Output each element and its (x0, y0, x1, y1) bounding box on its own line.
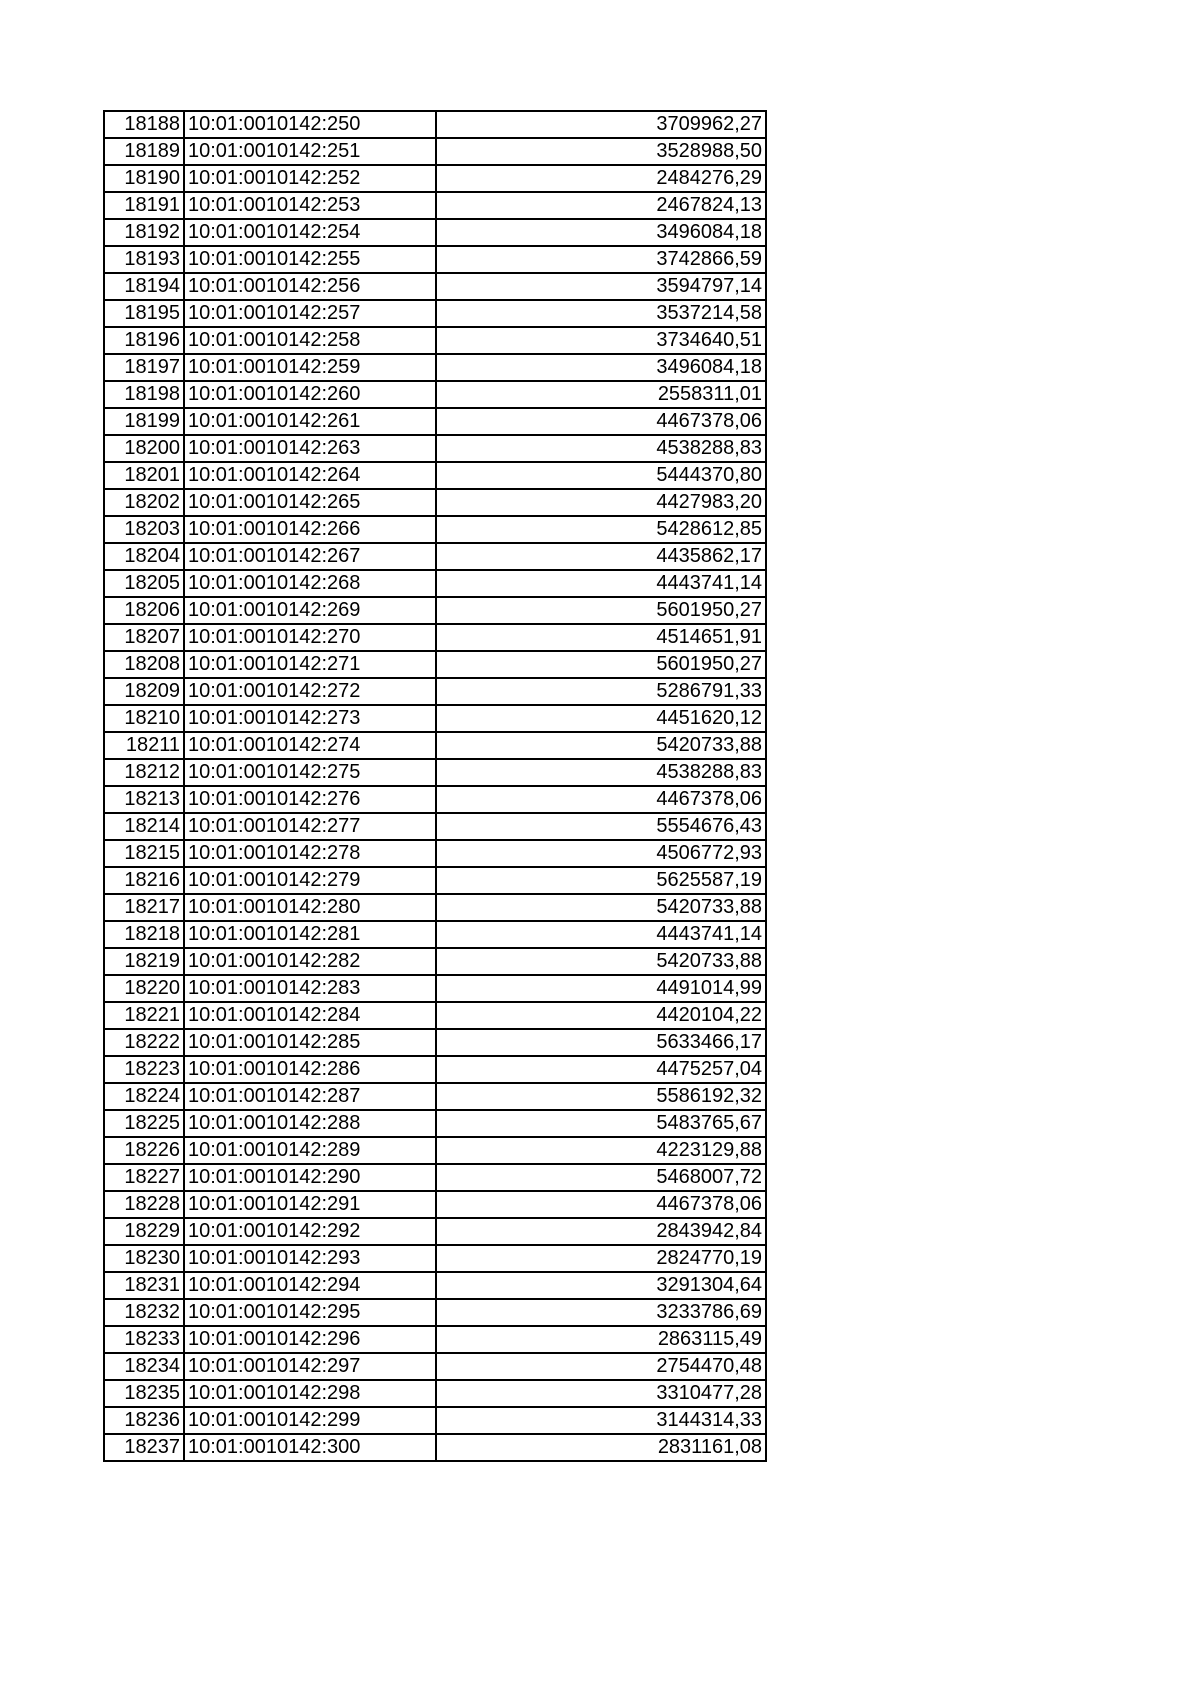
table-row (104, 1191, 766, 1218)
row-number-cell: 18235 (104, 1380, 184, 1407)
row-number-cell: 18211 (104, 732, 184, 759)
cadastral-number-cell: 10:01:0010142:274 (184, 732, 436, 759)
cadastral-number-cell: 10:01:0010142:281 (184, 921, 436, 948)
cadastral-number-cell: 10:01:0010142:296 (184, 1326, 436, 1353)
row-number-cell: 18224 (104, 1083, 184, 1110)
table-row (104, 354, 766, 381)
row-number-cell: 18210 (104, 705, 184, 732)
cadastral-value-cell: 5483765,67 (436, 1110, 766, 1137)
table-row (104, 1380, 766, 1407)
cadastral-number-cell: 10:01:0010142:256 (184, 273, 436, 300)
cadastral-number-cell: 10:01:0010142:294 (184, 1272, 436, 1299)
cadastral-number-cell: 10:01:0010142:272 (184, 678, 436, 705)
cadastral-number-cell: 10:01:0010142:299 (184, 1407, 436, 1434)
table-row (104, 246, 766, 273)
table-row (104, 111, 766, 138)
table-row (104, 948, 766, 975)
table-row (104, 1353, 766, 1380)
table-row (104, 705, 766, 732)
row-number-cell: 18208 (104, 651, 184, 678)
cadastral-value-cell: 3144314,33 (436, 1407, 766, 1434)
cadastral-value-cell: 4475257,04 (436, 1056, 766, 1083)
row-number-cell: 18217 (104, 894, 184, 921)
table-row (104, 165, 766, 192)
cadastral-number-cell: 10:01:0010142:282 (184, 948, 436, 975)
row-number-cell: 18197 (104, 354, 184, 381)
table-row (104, 651, 766, 678)
row-number-cell: 18196 (104, 327, 184, 354)
table-row (104, 786, 766, 813)
table-row (104, 894, 766, 921)
table-row (104, 1110, 766, 1137)
cadastral-number-cell: 10:01:0010142:260 (184, 381, 436, 408)
cadastral-number-cell: 10:01:0010142:291 (184, 1191, 436, 1218)
row-number-cell: 18205 (104, 570, 184, 597)
row-number-cell: 18190 (104, 165, 184, 192)
row-number-cell: 18231 (104, 1272, 184, 1299)
row-number-cell: 18193 (104, 246, 184, 273)
row-number-cell: 18198 (104, 381, 184, 408)
table-row (104, 1002, 766, 1029)
cadastral-number-cell: 10:01:0010142:300 (184, 1434, 436, 1461)
cadastral-number-cell: 10:01:0010142:265 (184, 489, 436, 516)
table-row (104, 1164, 766, 1191)
row-number-cell: 18194 (104, 273, 184, 300)
cadastral-number-cell: 10:01:0010142:259 (184, 354, 436, 381)
cadastral-value-cell: 2467824,13 (436, 192, 766, 219)
row-number-cell: 18222 (104, 1029, 184, 1056)
cadastral-number-cell: 10:01:0010142:284 (184, 1002, 436, 1029)
cadastral-number-cell: 10:01:0010142:298 (184, 1380, 436, 1407)
cadastral-number-cell: 10:01:0010142:271 (184, 651, 436, 678)
cadastral-value-cell: 5420733,88 (436, 894, 766, 921)
row-number-cell: 18225 (104, 1110, 184, 1137)
cadastral-value-cell: 4223129,88 (436, 1137, 766, 1164)
table-row (104, 543, 766, 570)
cadastral-value-cell: 4427983,20 (436, 489, 766, 516)
row-number-cell: 18229 (104, 1218, 184, 1245)
cadastral-number-cell: 10:01:0010142:278 (184, 840, 436, 867)
row-number-cell: 18228 (104, 1191, 184, 1218)
table-row (104, 813, 766, 840)
table-row (104, 570, 766, 597)
cadastral-number-cell: 10:01:0010142:264 (184, 462, 436, 489)
cadastral-value-cell: 5633466,17 (436, 1029, 766, 1056)
cadastral-value-cell: 4467378,06 (436, 408, 766, 435)
cadastral-number-cell: 10:01:0010142:279 (184, 867, 436, 894)
cadastral-number-cell: 10:01:0010142:254 (184, 219, 436, 246)
cadastral-value-cell: 4443741,14 (436, 570, 766, 597)
row-number-cell: 18233 (104, 1326, 184, 1353)
table-row (104, 921, 766, 948)
table-body (104, 111, 766, 1461)
row-number-cell: 18227 (104, 1164, 184, 1191)
table-row (104, 219, 766, 246)
row-number-cell: 18221 (104, 1002, 184, 1029)
row-number-cell: 18236 (104, 1407, 184, 1434)
row-number-cell: 18226 (104, 1137, 184, 1164)
row-number-cell: 18212 (104, 759, 184, 786)
row-number-cell: 18214 (104, 813, 184, 840)
cadastral-number-cell: 10:01:0010142:277 (184, 813, 436, 840)
table-row (104, 1434, 766, 1461)
cadastral-number-cell: 10:01:0010142:250 (184, 111, 436, 138)
table-row (104, 975, 766, 1002)
cadastral-number-cell: 10:01:0010142:276 (184, 786, 436, 813)
cadastral-number-cell: 10:01:0010142:295 (184, 1299, 436, 1326)
cadastral-value-cell: 2484276,29 (436, 165, 766, 192)
cadastral-number-cell: 10:01:0010142:267 (184, 543, 436, 570)
cadastral-number-cell: 10:01:0010142:257 (184, 300, 436, 327)
table-row (104, 300, 766, 327)
row-number-cell: 18209 (104, 678, 184, 705)
row-number-cell: 18192 (104, 219, 184, 246)
row-number-cell: 18204 (104, 543, 184, 570)
table-row (104, 1326, 766, 1353)
cadastral-value-cell: 5420733,88 (436, 732, 766, 759)
cadastral-number-cell: 10:01:0010142:286 (184, 1056, 436, 1083)
table-row (104, 1056, 766, 1083)
cadastral-number-cell: 10:01:0010142:273 (184, 705, 436, 732)
cadastral-value-cell: 4506772,93 (436, 840, 766, 867)
table-row (104, 759, 766, 786)
table-row (104, 327, 766, 354)
table-row (104, 1218, 766, 1245)
row-number-cell: 18234 (104, 1353, 184, 1380)
row-number-cell: 18216 (104, 867, 184, 894)
table-row (104, 516, 766, 543)
table-row (104, 840, 766, 867)
row-number-cell: 18223 (104, 1056, 184, 1083)
table-row (104, 732, 766, 759)
cadastral-value-cell: 4514651,91 (436, 624, 766, 651)
cadastral-number-cell: 10:01:0010142:252 (184, 165, 436, 192)
cadastral-number-cell: 10:01:0010142:263 (184, 435, 436, 462)
cadastral-value-cell: 2754470,48 (436, 1353, 766, 1380)
cadastral-value-cell: 4451620,12 (436, 705, 766, 732)
cadastral-number-cell: 10:01:0010142:255 (184, 246, 436, 273)
cadastral-value-cell: 5468007,72 (436, 1164, 766, 1191)
cadastral-value-cell: 3233786,69 (436, 1299, 766, 1326)
cadastral-number-cell: 10:01:0010142:293 (184, 1245, 436, 1272)
cadastral-value-cell: 3528988,50 (436, 138, 766, 165)
cadastral-value-cell: 2558311,01 (436, 381, 766, 408)
cadastral-value-cell: 5625587,19 (436, 867, 766, 894)
cadastral-value-cell: 2863115,49 (436, 1326, 766, 1353)
cadastral-value-cell: 2843942,84 (436, 1218, 766, 1245)
cadastral-value-cell: 3310477,28 (436, 1380, 766, 1407)
cadastral-value-cell: 4443741,14 (436, 921, 766, 948)
cadastral-value-cell: 4491014,99 (436, 975, 766, 1002)
row-number-cell: 18218 (104, 921, 184, 948)
cadastral-value-cell: 5554676,43 (436, 813, 766, 840)
cadastral-value-cell: 5444370,80 (436, 462, 766, 489)
row-number-cell: 18219 (104, 948, 184, 975)
row-number-cell: 18199 (104, 408, 184, 435)
table-row (104, 867, 766, 894)
cadastral-number-cell: 10:01:0010142:287 (184, 1083, 436, 1110)
row-number-cell: 18203 (104, 516, 184, 543)
table-row (104, 624, 766, 651)
cadastral-value-cell: 5428612,85 (436, 516, 766, 543)
cadastral-number-cell: 10:01:0010142:292 (184, 1218, 436, 1245)
cadastral-value-cell: 4538288,83 (436, 759, 766, 786)
cadastral-value-cell: 5601950,27 (436, 597, 766, 624)
cadastral-value-cell: 4420104,22 (436, 1002, 766, 1029)
cadastral-value-cell: 2824770,19 (436, 1245, 766, 1272)
table-row (104, 1083, 766, 1110)
cadastral-number-cell: 10:01:0010142:289 (184, 1137, 436, 1164)
table-row (104, 1245, 766, 1272)
row-number-cell: 18195 (104, 300, 184, 327)
table-row (104, 1299, 766, 1326)
table-row (104, 192, 766, 219)
table-row (104, 1272, 766, 1299)
cadastral-number-cell: 10:01:0010142:261 (184, 408, 436, 435)
cadastral-number-cell: 10:01:0010142:258 (184, 327, 436, 354)
cadastral-number-cell: 10:01:0010142:285 (184, 1029, 436, 1056)
cadastral-number-cell: 10:01:0010142:275 (184, 759, 436, 786)
cadastral-number-cell: 10:01:0010142:270 (184, 624, 436, 651)
cadastral-number-cell: 10:01:0010142:251 (184, 138, 436, 165)
table-row (104, 408, 766, 435)
cadastral-value-table (103, 110, 767, 1462)
cadastral-value-cell: 5601950,27 (436, 651, 766, 678)
cadastral-value-cell: 3496084,18 (436, 219, 766, 246)
cadastral-number-cell: 10:01:0010142:269 (184, 597, 436, 624)
cadastral-value-cell: 3742866,59 (436, 246, 766, 273)
row-number-cell: 18202 (104, 489, 184, 516)
table-row (104, 1029, 766, 1056)
table-row (104, 1137, 766, 1164)
cadastral-value-cell: 3496084,18 (436, 354, 766, 381)
cadastral-value-cell: 4467378,06 (436, 1191, 766, 1218)
row-number-cell: 18215 (104, 840, 184, 867)
table-row (104, 138, 766, 165)
cadastral-number-cell: 10:01:0010142:283 (184, 975, 436, 1002)
cadastral-value-cell: 5420733,88 (436, 948, 766, 975)
row-number-cell: 18189 (104, 138, 184, 165)
cadastral-value-cell: 3291304,64 (436, 1272, 766, 1299)
cadastral-number-cell: 10:01:0010142:268 (184, 570, 436, 597)
row-number-cell: 18206 (104, 597, 184, 624)
cadastral-value-cell: 4435862,17 (436, 543, 766, 570)
cadastral-number-cell: 10:01:0010142:297 (184, 1353, 436, 1380)
cadastral-value-cell: 5286791,33 (436, 678, 766, 705)
cadastral-value-cell: 5586192,32 (436, 1083, 766, 1110)
table-row (104, 678, 766, 705)
table-row (104, 462, 766, 489)
cadastral-number-cell: 10:01:0010142:288 (184, 1110, 436, 1137)
row-number-cell: 18213 (104, 786, 184, 813)
table-row (104, 273, 766, 300)
cadastral-number-cell: 10:01:0010142:280 (184, 894, 436, 921)
row-number-cell: 18188 (104, 111, 184, 138)
cadastral-value-cell: 3709962,27 (436, 111, 766, 138)
row-number-cell: 18201 (104, 462, 184, 489)
table-row (104, 1407, 766, 1434)
table-row (104, 381, 766, 408)
row-number-cell: 18232 (104, 1299, 184, 1326)
cadastral-value-cell: 3734640,51 (436, 327, 766, 354)
table-row (104, 597, 766, 624)
row-number-cell: 18200 (104, 435, 184, 462)
cadastral-number-cell: 10:01:0010142:253 (184, 192, 436, 219)
cadastral-value-cell: 3537214,58 (436, 300, 766, 327)
row-number-cell: 18191 (104, 192, 184, 219)
cadastral-value-cell: 4467378,06 (436, 786, 766, 813)
cadastral-number-cell: 10:01:0010142:290 (184, 1164, 436, 1191)
cadastral-value-cell: 3594797,14 (436, 273, 766, 300)
cadastral-value-cell: 2831161,08 (436, 1434, 766, 1461)
table-row (104, 489, 766, 516)
row-number-cell: 18237 (104, 1434, 184, 1461)
row-number-cell: 18230 (104, 1245, 184, 1272)
row-number-cell: 18220 (104, 975, 184, 1002)
row-number-cell: 18207 (104, 624, 184, 651)
cadastral-number-cell: 10:01:0010142:266 (184, 516, 436, 543)
cadastral-value-cell: 4538288,83 (436, 435, 766, 462)
table-row (104, 435, 766, 462)
